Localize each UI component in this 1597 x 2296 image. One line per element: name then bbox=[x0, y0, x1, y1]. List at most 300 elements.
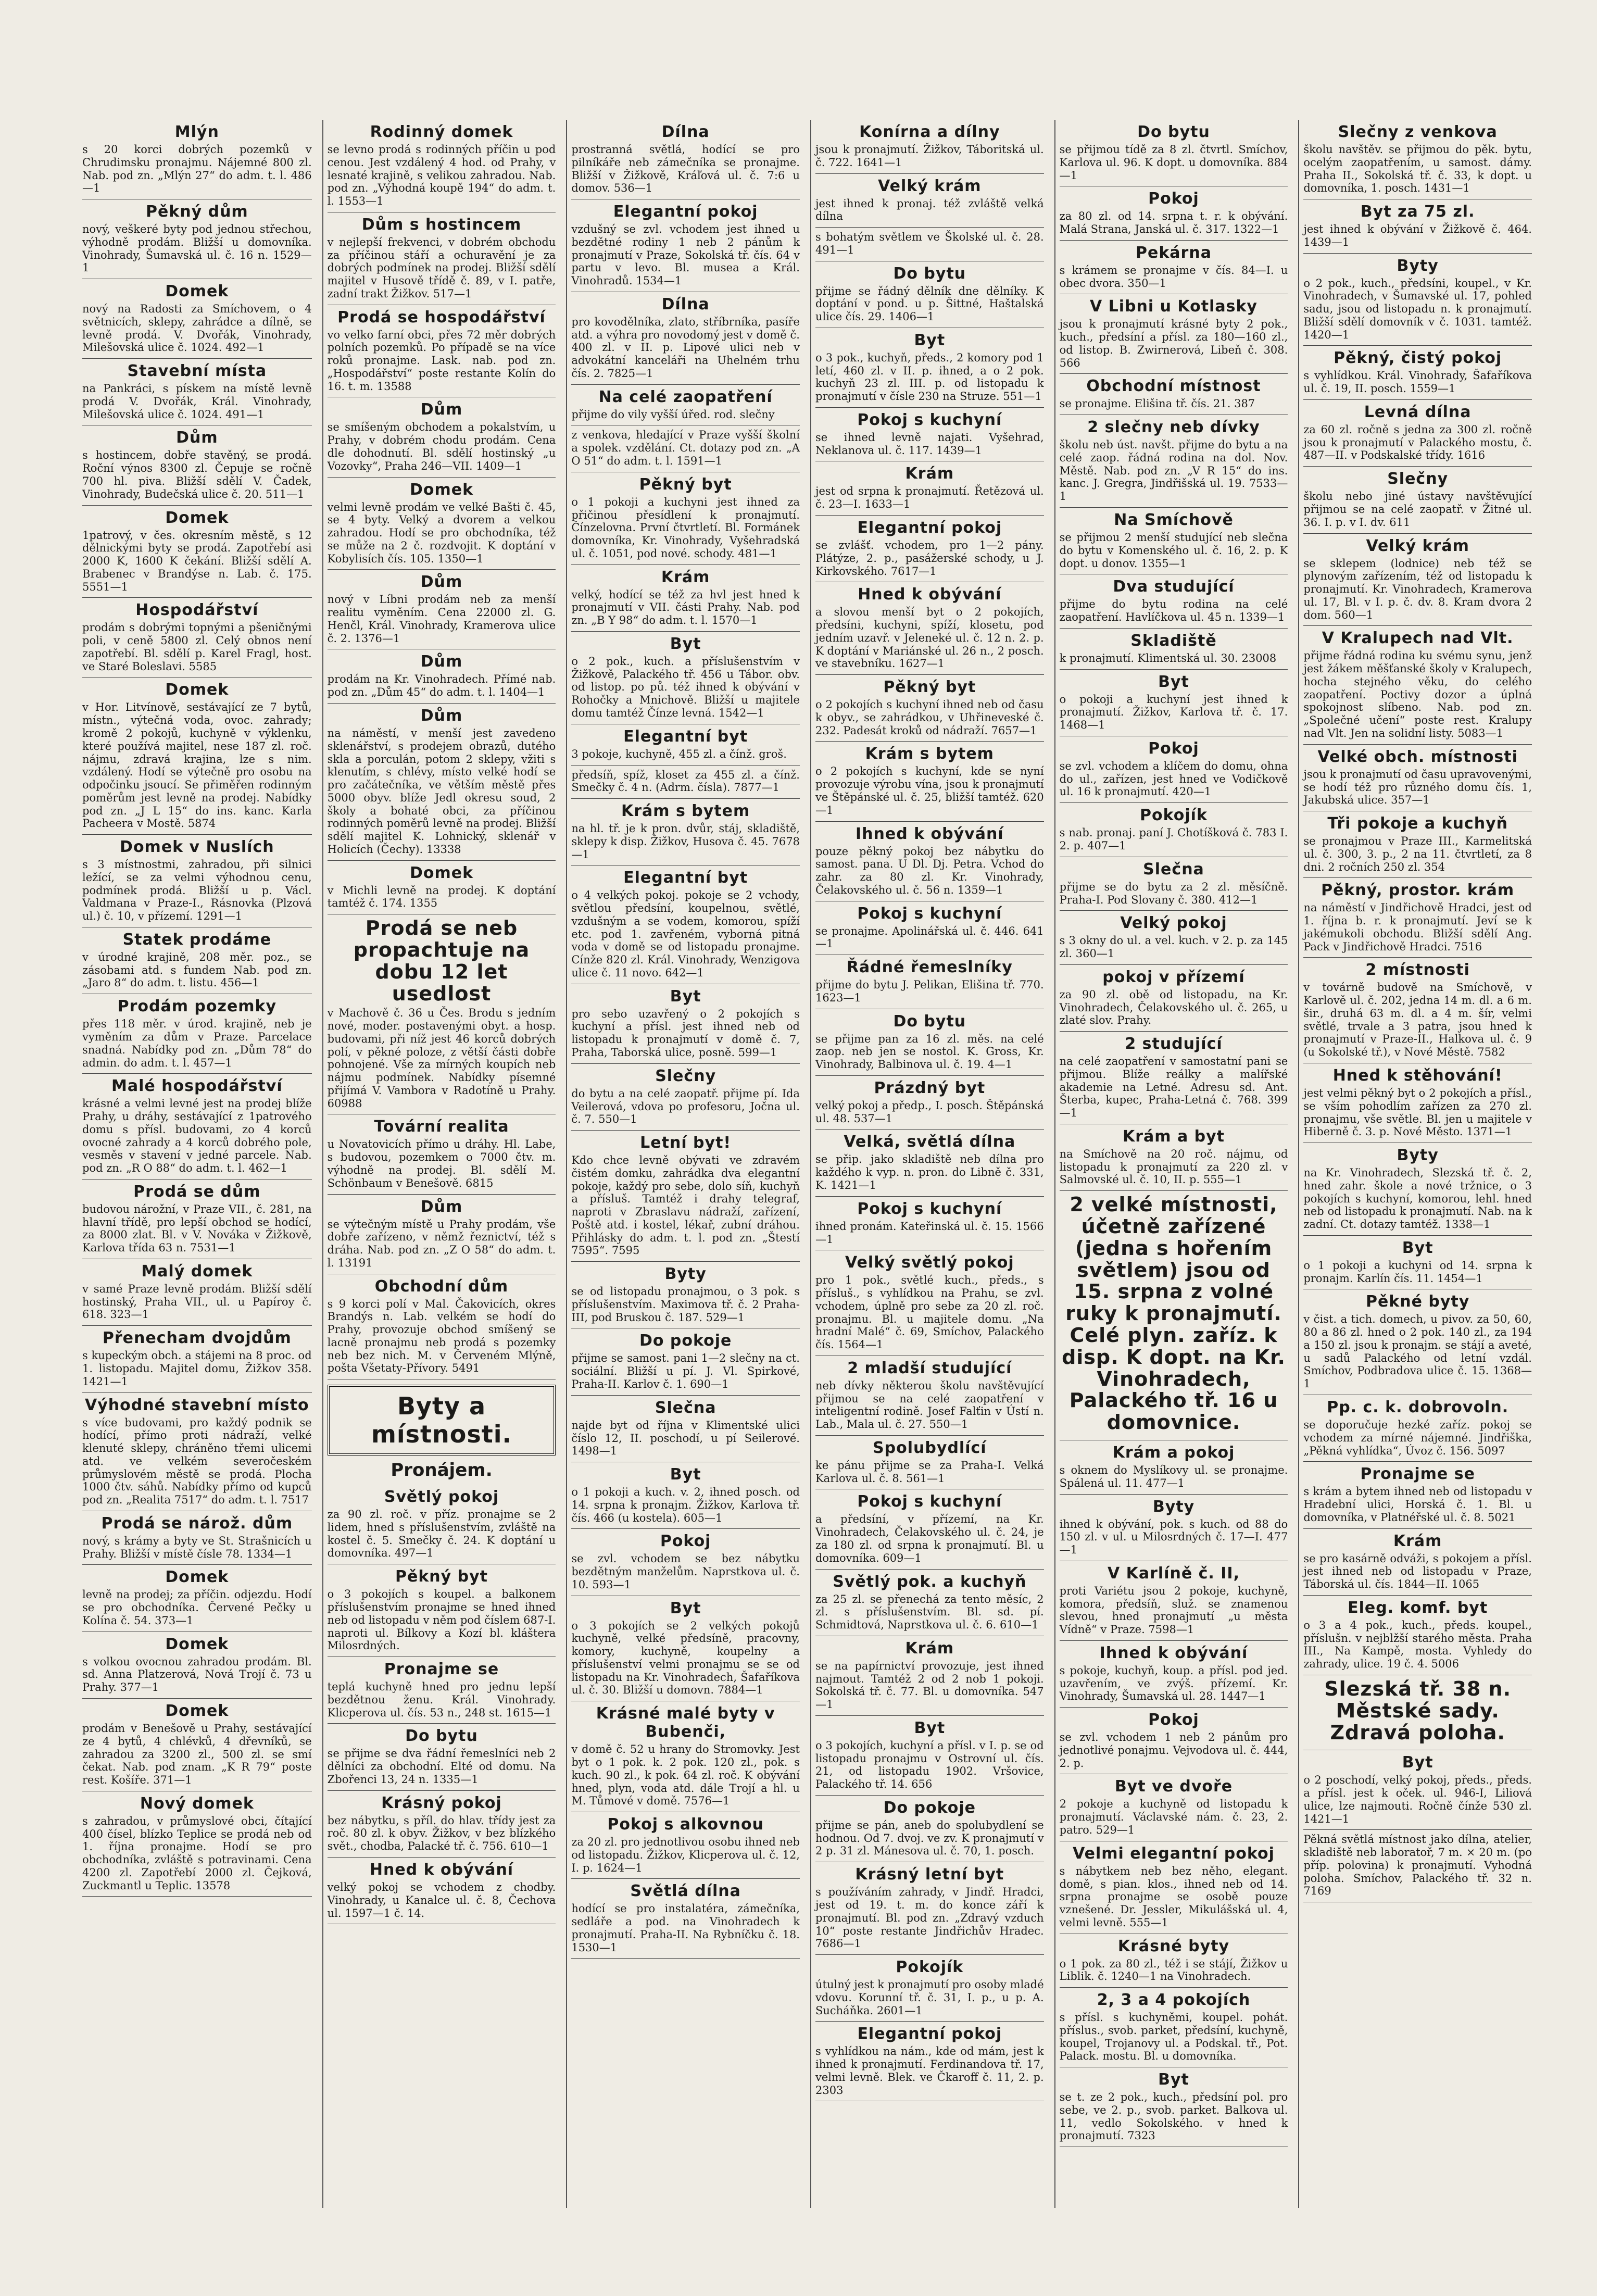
ad-text: jsou k pronajmutí krásné byty 2 pok., kuch., předsíní a přísl. za 180—160 zl., od listop. B. Zwirnerová, Libeň č. 308. 566 bbox=[1059, 318, 1288, 369]
ad-heading: Velký světlý pokoj bbox=[845, 1253, 1014, 1272]
classified-ad bbox=[571, 1328, 800, 1395]
ad-heading: Domek bbox=[165, 282, 229, 301]
ad-heading: Domek bbox=[165, 508, 229, 527]
ad-text: o 3 a 4 pok., kuch., předs. koupel., příslušn. v nejblžší starého města. Praha III., Na Kampě, mosta. Vyhledy do zahrady, ulice. 19 č. 4. 5006 bbox=[1303, 1619, 1532, 1671]
classified-ad bbox=[1303, 878, 1532, 958]
classified-ad bbox=[1060, 1440, 1288, 1495]
classified-ad bbox=[1060, 736, 1288, 803]
ad-heading: Pokoj s kuchyní bbox=[857, 1199, 1002, 1218]
ad-text: s kupeckým obch. a stájemi na 8 proc. od 1. listopadu. Majitel domu, Žižkov 358. 1421—1 bbox=[82, 1349, 312, 1388]
ad-text: s 3 místnostmi, zahradou, při silnici ležící, se za velmi výhodnou cenu, podmínek prodá. Bližší u p. Václ. Valdmana v Praze-I., Rásnovka (Plzová ul.) č. 10, v přízemí. 1291—1 bbox=[82, 858, 312, 923]
ad-heading: Velký pokoj bbox=[1120, 914, 1227, 933]
ad-text: v čist. a tich. domech, u pivov. za 50, 60, 80 a 86 zl. hned o 2 pok. 140 zl., za 194 a 150 zl. jsou k pronajm. se stájí a aveté, u sadů Palackého od letní vzdál. Smíchov, Podbradova ulice č. 15. 1368—1 bbox=[1303, 1313, 1532, 1390]
ad-text: se doporučuje hezké zaříz. pokoj se vchodem za mírné nájemné. Jindřiška, „Pěkná vyhlídka“, Úvoz č. 156. 5097 bbox=[1303, 1419, 1532, 1457]
ad-heading: V Kralupech nad Vlt. bbox=[1322, 629, 1514, 648]
ad-text: v Machově č. 36 u Čes. Brodu s jedním nové, moder. postavenými obyt. a hosp. budovami, při níž jest 46 korců dobrých polí, v pěkné poloze, z větší části dobře pohnojené. Vše za mírných koupích neb nájmu podmínek. Nabídky písemné přijímá V. Vambora v Radotíně u Prahy. 60988 bbox=[327, 1007, 556, 1110]
classified-ad bbox=[1060, 965, 1288, 1032]
classified-ad bbox=[1060, 1032, 1288, 1124]
ad-text: u Novatovicích přímo u dráhy. Hl. Labe, s budovou, pozemkem o 7000 čtv. m. výhodně na prodej. Bl. sdělí M. Schönbaum v Benešově. 6815 bbox=[327, 1138, 556, 1189]
ad-heading: Elegantní pokoj bbox=[613, 203, 758, 221]
ad-text: se pronajme. Elišina tř. čís. 21. 387 bbox=[1059, 397, 1255, 410]
ad-text: o 2 poschodí, velký pokoj, předs., předs. a přísl. jest k oček. ul. 946-I, Liliová ulice, lze najmouti. Ročně čínže 530 zl. 1421—1 bbox=[1303, 1774, 1532, 1825]
ad-text: se od listopadu pronajmou, o 3 pok. s příslušenstvím. Maximova tř. č. 2 Praha-III, pod Bruskou č. 187. 529—1 bbox=[571, 1285, 800, 1324]
classified-ad bbox=[815, 1796, 1044, 1862]
classified-ad bbox=[1060, 1124, 1288, 1191]
column-6 bbox=[1298, 120, 1536, 2208]
ad-text: nový v Líbni prodám neb za menší realitu vyměním. Cena 22000 zl. G. Henčl, Král. Vinohrady, Kramerova ulice č. 2. 1376—1 bbox=[327, 593, 556, 645]
ad-heading: Pěkné byty bbox=[1365, 1293, 1470, 1311]
ad-text: neb dívky některou školu navštěvující přijmou se na celé zaopatření v inteligentní rodině. Josef Falťin v Ústí n. Lab., Mala ul. č. 27. 550—1 bbox=[815, 1379, 1044, 1431]
ad-text: s 3 okny do ul. a vel. kuch. v 2. p. za 145 zl. 360—1 bbox=[1059, 934, 1288, 960]
classified-ad bbox=[82, 835, 312, 927]
ad-heading: Byt bbox=[670, 987, 701, 1006]
ad-text: prodám s dobrými topnými a pšeničnými poli, v ceně 5800 zl. Celý obnos není zapotřebí. Bl. sdělí p. Karel Fragl, host. ve Staré Boleslavi. 5585 bbox=[82, 621, 312, 673]
classified-ad bbox=[1060, 374, 1288, 415]
classified-ad bbox=[1303, 467, 1532, 533]
ad-heading: Krásné malé byty v Bubenči, bbox=[596, 1704, 775, 1741]
ad-text: a slovou menší byt o 2 pokojích, předsíni, kuchyni, spíží, klosetu, pod jedním uzavř. v Jeleneké ul. č. 12 n. 2. p. K doptání v Mariánské ul. 26 n., 2 posch. ve stavebníku. 1627—1 bbox=[815, 606, 1044, 670]
ad-text: se přijmou 2 menší studující neb slečna do bytu v Komenského ul. č. 16, 2. p. K dopt. u donov. 1355—1 bbox=[1059, 531, 1288, 570]
classified-ad bbox=[1303, 1236, 1532, 1290]
ad-text: se pro kasárně odváži, s pokojem a přísl. jest ihned neb od listopadu v Praze, Táborská ul. čís. 1844—II. 1065 bbox=[1303, 1552, 1532, 1591]
classified-ad bbox=[1303, 1063, 1532, 1143]
ad-heading: Pekárna bbox=[1136, 243, 1212, 262]
ad-text: prodám na Kr. Vinohradech. Přímé nab. pod zn. „Dům 45“ do adm. t. l. 1404—1 bbox=[327, 673, 556, 699]
classified-ad bbox=[1060, 1561, 1288, 1641]
ad-text: o 2 pok., kuch., předsíni, koupel., v Kr. Vinohradech, v Šumavské ul. 17, pohled sadu, jsou od listopadu n. k pronajmutí. Bližší sdělí domovník v č. 1031. tamtéž. 1420—1 bbox=[1303, 277, 1532, 341]
ad-text: přijme se do bytu za 2 zl. měsíčně. Praha-I. Pod Slovany č. 380. 412—1 bbox=[1059, 880, 1288, 906]
classified-ad bbox=[82, 199, 312, 279]
classified-ad bbox=[815, 1356, 1044, 1436]
ad-text: v samé Praze levně prodám. Bližší sdělí hostinský, Praha VII., ul. u Papíroy č. 618. 323—1 bbox=[82, 1282, 312, 1321]
classified-ad bbox=[82, 120, 312, 199]
ad-heading: 2 mladší studující bbox=[847, 1359, 1012, 1377]
ad-heading: Rodinný domek bbox=[370, 123, 513, 141]
classified-ad bbox=[1303, 1675, 1532, 1750]
classified-ad bbox=[328, 212, 556, 305]
ad-heading: Tři pokoje a kuchyň bbox=[1327, 814, 1508, 833]
column-4 bbox=[810, 120, 1048, 2208]
ad-text: velmi levně prodám ve velké Bašti č. 45, se 4 byty. Velký a dvorem a velkou zahradou. Hodí se pro obchodníka, též se může na 2 č. rozdvojit. K doptání v Kobylisích čís. 105. 1350—1 bbox=[327, 500, 556, 565]
ad-heading: Spolubydlící bbox=[873, 1438, 987, 1457]
ad-text: předsíň, spíž, kloset za 455 zl. a čínž. Smečky č. 4 n. (Adrm. čísla). 7877—1 bbox=[571, 768, 800, 794]
ad-text: v Hor. Litvínově, sestávající ze 7 bytů, místn., výtečná voda, ovoc. zahrady; kromě 2 pokojů, kuchyně v výklenku, které používá majitel, nese 187 zl. roč. nájmu, zdravá krajina, lze s nim. vzdálený. Hodí se výtečně pro osobu na odpočinku jsoucí. Se přiměřen rodinným poměrům jest levně na prodej. Nabídky pod zn. „J L 15“ do ins. kanc. Karla Pacheera v Mostě. 5874 bbox=[82, 701, 312, 830]
ad-text: se pronajmou v Praze III., Karmelitská ul. č. 300, 3. p., 2 na 11. čtvrtletí, za 8 dni. 2 ročních 250 zl. 354 bbox=[1303, 835, 1532, 873]
ad-heading: Dům bbox=[176, 429, 218, 447]
ad-heading: Krám a byt bbox=[1122, 1127, 1225, 1146]
newspaper-page bbox=[78, 120, 1536, 2208]
classified-ad bbox=[815, 120, 1044, 174]
ad-heading: Dům bbox=[420, 653, 463, 671]
classified-ad bbox=[1303, 400, 1532, 467]
classified-ad bbox=[815, 1250, 1044, 1356]
ad-heading: Mlýn bbox=[174, 123, 219, 141]
ad-heading: Velká, světlá dílna bbox=[844, 1133, 1016, 1151]
classified-ad bbox=[1060, 415, 1288, 508]
ad-text: Pěkná světlá místnost jako dílna, atelier, skladiště neb laboratoř, 7 m. × 20 m. (po příp. polovina) k pronajmutí. Vyhodná poloha. Smíchov, Palackého tř. 32 n. 7169 bbox=[1303, 1833, 1532, 1898]
ad-heading: Pokoj s kuchyní bbox=[857, 1492, 1002, 1511]
ad-text: teplá kuchyně hned pro jednu lepší bezdětnou ženu. Král. Vinohrady. Klicperova ul. čís. 53 n., 248 st. 1615—1 bbox=[327, 1680, 556, 1719]
classified-ad bbox=[815, 461, 1044, 516]
ad-heading: Pokojík bbox=[896, 1958, 964, 1977]
classified-ad bbox=[328, 649, 556, 704]
classified-ad bbox=[815, 742, 1044, 821]
ad-text: se přijme se dva řádní řemeslníci neb 2 dělníci za obchodní. Elté od domu. Na Zbořenci 13, 24 n. 1335—1 bbox=[327, 1747, 556, 1786]
classified-ad bbox=[1060, 294, 1288, 374]
ad-text: se na papírnictví provozuje, jest ihned najmout. Tamtéž 2 od 2 nob 1 pokoji. Sokolská tř. č. 77. Bl. u domovníka. 547—1 bbox=[815, 1659, 1044, 1711]
ad-text: 3 pokoje, kuchyně, 455 zl. a čínž. groš. bbox=[571, 747, 787, 760]
ad-heading: Hned k stěhování! bbox=[1332, 1066, 1503, 1085]
classified-ad bbox=[328, 120, 556, 212]
ad-heading: Domek v Nuslích bbox=[120, 838, 274, 857]
classified-ad bbox=[815, 901, 1044, 956]
ad-heading: Prodám pozemky bbox=[117, 997, 277, 1016]
ad-heading: Světlý pok. a kuchyň bbox=[833, 1572, 1027, 1591]
ad-heading: Byt za 75 zl. bbox=[1360, 203, 1475, 221]
ad-heading: Hned k obývání bbox=[369, 1860, 514, 1879]
ad-heading: V Karlíně č. II, bbox=[1107, 1564, 1240, 1583]
ad-heading: Tovární realita bbox=[374, 1118, 509, 1136]
classified-ad bbox=[1060, 1191, 1288, 1440]
ad-heading: Byt bbox=[914, 331, 946, 349]
ad-heading: Stavební místa bbox=[127, 362, 267, 381]
classified-ad bbox=[815, 1489, 1044, 1569]
ad-heading: Letní byt! bbox=[640, 1134, 732, 1152]
classified-ad bbox=[1060, 241, 1288, 295]
ad-heading: Domek bbox=[165, 1635, 229, 1653]
classified-ad bbox=[815, 174, 1044, 228]
classified-ad bbox=[1060, 803, 1288, 857]
ad-text: 2 pokoje a kuchyně od listopadu k pronajmutí. Václavské nám. č. 23, 2. patro. 529—1 bbox=[1059, 1798, 1288, 1836]
classified-ad bbox=[82, 279, 312, 359]
ad-text: s 20 korci dobrých pozemků v Chrudimsku pronajmu. Nájemné 800 zl. Nab. pod zn. „Mlýn 27“ do adm. t. l. 486—1 bbox=[82, 143, 312, 195]
ad-text: jsou k pronajmutí. Žižkov, Táboritská ul. č. 722. 1641—1 bbox=[815, 143, 1044, 169]
classified-ad bbox=[815, 2022, 1044, 2101]
ad-text: za 25 zl. se přenechá za tento měsíc, 2 zl. s příslušenstvím. Bl. sd. pí. Schmidtová, Naprstkova ul. č. 6. 610—1 bbox=[815, 1592, 1044, 1632]
ad-text: se přijme pan za 16 zl. měs. na celé zaop. neb jen se nostol. K. Gross, Kr. Vinohrady, Balbinova ul. č. 19. 4—1 bbox=[815, 1032, 1044, 1071]
ad-heading: Ihned k obývání bbox=[856, 824, 1004, 843]
ad-text: s bohatým světlem ve Školské ul. č. 28. 491—1 bbox=[815, 231, 1044, 256]
ad-text: přijme řádná rodina ku svému synu, jenž jest žákem měšťanské školy v Kralupech, hocha stejného věku, do celého zaopatření. Poctivy dozor a úplná spokojnost slíbeno. Nab. pod zn. „Společné učení“ poste rest. Kralupy nad Vlt. Jen na solidní listy. 5083—1 bbox=[1303, 649, 1532, 739]
classified-ad bbox=[328, 914, 556, 1114]
classified-ad bbox=[82, 677, 312, 835]
ad-heading: Dům bbox=[420, 573, 463, 592]
ad-text: ke pánu přijme se za Praha-I. Velká Karlova ul. č. 8. 561—1 bbox=[815, 1459, 1044, 1485]
ad-text: pro 1 pok., světlé kuch., předs., s přísluš., s vyhlídkou na Prahu, se zvl. vchodem, úplně pro sebe za 20 zl. roč. pronajmu. Bl. u majitele domu. „Na hradní Malé“ č. 69, Smíchov, Palackého čís. 1564—1 bbox=[815, 1274, 1044, 1351]
ad-text: za 20 zl. pro jednotlivou osobu ihned neb od listopadu. Žižkov, Klicperova ul. č. 12, I. p. 1624—1 bbox=[571, 1836, 800, 1874]
ad-heading: Prodá se dům bbox=[133, 1182, 261, 1201]
ad-text: do bytu a na celé zaopatř. přijme pí. Ida Veilerová, vdova po profesoru, Jočna ul. č. 7. 550—1 bbox=[571, 1087, 800, 1126]
classified-ad bbox=[571, 1262, 800, 1328]
ad-text: s 9 korci polí v Mal. Čakovicích, okres Brandýs n. Lab. velkém se hodí do Prahy, provozuje obchod smíšený se lacně pronajmu neb prodá s pozemky neb bez nich. M. v Červeném Mlýně, pošta Všetaty-Přívory. 5491 bbox=[327, 1297, 556, 1375]
ad-heading: Krám bbox=[905, 1639, 954, 1658]
ad-heading: Řádné řemeslníky bbox=[846, 958, 1013, 977]
classified-ad bbox=[82, 359, 312, 425]
ad-heading: Přenecham dvojdům bbox=[102, 1329, 292, 1348]
ad-heading: Pp. c. k. dobrovoln. bbox=[1327, 1398, 1509, 1416]
ad-text: se levno prodá s rodinných příčin u pod cenou. Jest vzdálený 4 hod. od Prahy, v lesnaté krajině, s velikou zahradou. Nab. pod zn. „Výhodná koupě 194“ do adm. t. l. 1553—1 bbox=[327, 143, 556, 208]
ad-text: v továrně budově na Smíchově, v Karlově ul. č. 202, jedna 14 m. dl. a 6 m. šir., druhá 63 m. dl. a 4 m. šír, velmi světlé, trvale a 3 patra, jsou hned k pronajmutí v Praze-II., Halkova ul. č. 9 (u Sokolské tř.), v Nové Městě. 7582 bbox=[1303, 981, 1532, 1059]
ad-heading: V Libni u Kotlasky bbox=[1090, 297, 1258, 316]
classified-ad bbox=[328, 704, 556, 861]
ad-text: se pronajme. Apolinářská ul. č. 446. 641—1 bbox=[815, 924, 1044, 950]
classified-ad bbox=[571, 1812, 800, 1879]
ad-heading: Krám s bytem bbox=[865, 745, 994, 763]
classified-ad bbox=[571, 1462, 800, 1529]
ad-heading: Byt bbox=[1158, 672, 1189, 691]
ad-heading: 2 velké místnosti, účetně zařízené (jedna s hořením světlem) jsou od 15. srpna z volné ruky k pronajmutí. Celé plyn. zaříz. k disp. K dopt. na Kr. Vinohradech, Palackého tř. 16 u domovnice. bbox=[1062, 1193, 1286, 1434]
ad-text: najde byt od října v Klimentské ulici číslo 12, II. poschodí, u pí Seilerové. 1498—1 bbox=[571, 1419, 800, 1458]
classified-ad bbox=[571, 1879, 800, 1959]
ad-heading: Byt bbox=[1158, 2071, 1189, 2089]
ad-text: na náměstí, v menší jest zavedeno sklenářství, s prodejem obrazů, dutého skla a porculán, potom 2 sklepy, vžiti s klenutím, s chlévy, místo velké hodí se pro začátečníka, ve větším městě přes 5000 obyv. blíže Jedl okresu soud, 2 školy a bohaté obci, za příčinou rodinných poměrů levně na prodej. Bližší sdělí majitel K. Lohnický, sklenář v Holicích (Čechy). 13338 bbox=[327, 726, 556, 856]
ad-text: o 1 pokoji a kuch. v. 2, ihned posch. od 14. srpna k pronajm. Žižkov, Karlova tř. čís. 466 (u kostela). 605—1 bbox=[571, 1486, 800, 1524]
ad-text: v Michli levně na prodej. K doptání tamtéž č. 174. 1355 bbox=[327, 884, 556, 910]
ad-heading: Nový domek bbox=[140, 1794, 254, 1813]
classified-ad bbox=[815, 1009, 1044, 1076]
ad-text: pro kovodělníka, zlato, stříbrníka, pasíře atd. a výhra pro novodomý jest v domě č. 400 zl. v II. p. Lipové ulici neb v advokátní kanceláři na Uhelném trhu čís. 2. 7825—1 bbox=[571, 315, 800, 380]
ad-text: s nábytkem neb bez něho, elegant. domě, s pian. klos., ihned neb od 14. srpna pronajme se osobě pouze vznešené. Dr. Jessler, Mikulášská ul. 4, velmi levně. 555—1 bbox=[1059, 1864, 1288, 1929]
classified-ad bbox=[1303, 120, 1532, 199]
ad-heading: Slečna bbox=[655, 1398, 716, 1417]
ad-heading: Byt bbox=[670, 1465, 701, 1484]
ad-text: s vyhlídkou. Král. Vinohrady, Šafaříkova ul. č. 19, II. posch. 1559—1 bbox=[1303, 369, 1532, 395]
column-3 bbox=[566, 120, 804, 2208]
ad-text: a předsíní, v přízemí, na Kr. Vinohradech, Čelakovského ul. č. 24, je za 180 zl. od srpna k pronajmutí. Bl. u domovníka. 609—1 bbox=[815, 1513, 1044, 1564]
ad-text: nový, s krámy a byty ve St. Strašnicích u Prahy. Bližší v místě čísle 78. 1334—1 bbox=[82, 1534, 312, 1560]
classified-ad bbox=[815, 1636, 1044, 1716]
ad-heading: 2 místnosti bbox=[1365, 961, 1470, 980]
classified-ad bbox=[571, 385, 800, 426]
classified-ad bbox=[815, 261, 1044, 328]
classified-ad bbox=[1303, 626, 1532, 744]
ad-text: na Smíchově na 20 roč. nájmu, od listopadu k pronajmutí za 220 zl. v Salmovské ul. č. 10, II. p. 555—1 bbox=[1059, 1147, 1288, 1186]
ad-text: proti Variétu jsou 2 pokoje, kuchyně, komora, předsíň, služ. se znamenou slevou, hned pronajmutí „u města Vídně“ v Praze. 7598—1 bbox=[1059, 1584, 1288, 1636]
ad-text: o 2 pokojích s kuchyní, kde se nyní provozuje výrobu vína, jsou k pronajmutí ve Štěpánské ul. č. 25, bližší tamtéž. 620—1 bbox=[815, 765, 1044, 817]
classified-ad bbox=[328, 1195, 556, 1274]
ad-heading: Krám bbox=[905, 465, 954, 483]
ad-heading: Pokoj bbox=[1148, 190, 1199, 208]
classified-ad bbox=[328, 1564, 556, 1657]
ad-heading: Elegantní byt bbox=[623, 869, 748, 887]
classified-ad bbox=[1060, 1495, 1288, 1561]
ad-text: s používáním zahrady, v Jindř. Hradci, jest od 19. t. m. do konce září k pronajmutí. Bl. pod zn. „Zdravý vzduch 10“ poste restante Jindřichův Hradec. 7686—1 bbox=[815, 1886, 1044, 1950]
ad-heading: Pěkný, prostor. krám bbox=[1321, 881, 1515, 900]
classified-ad bbox=[1060, 1708, 1288, 1774]
ad-text: s krámem se pronajme v čís. 84—I. u obec dvora. 350—1 bbox=[1059, 264, 1288, 290]
ad-text: s více budovami, pro každý podnik se hodící, přímo proti nádraží, velké klenuté sklepy, chráněno třemi ulicemi atd. ve velkém severočeském průmyslovém městě se prodá. Plocha 1000 čtv. sáhů. Nabídky přímo od kupců pod zn. „Realita 7517“ do adm. t. l. 7517 bbox=[82, 1416, 312, 1507]
ad-heading: Velké obch. místnosti bbox=[1317, 747, 1518, 766]
ad-heading: Velmi elegantní pokoj bbox=[1073, 1844, 1275, 1863]
ad-heading: Hospodářství bbox=[135, 601, 259, 620]
ad-heading: Eleg. komf. byt bbox=[1348, 1598, 1488, 1617]
ad-heading: Byty bbox=[1397, 1146, 1439, 1165]
ad-text: s oknem do Myslíkovy ul. se pronajme. Spálená ul. 11. 477—1 bbox=[1059, 1463, 1288, 1489]
classified-ad bbox=[82, 506, 312, 598]
ad-text: vo velko farní obci, přes 72 měr dobrých polních pozemků. Po případě se na více roků pronajme. Lask. nab. pod zn. „Hospodářství“ poste restante Kolín do 16. t. m. 13588 bbox=[327, 328, 556, 393]
classified-ad bbox=[1060, 574, 1288, 629]
ad-heading: Krásný letní byt bbox=[855, 1865, 1004, 1884]
ad-text: na Kr. Vinohradech, Slezská tř. č. 2, hned zahr. škole a nové tržnice, o 3 pokojích s kuchyní, komorou, lehl. hned neb od listopadu k pronajmutí. Nab. na k zadní. Ct. dotazy tamtéž. 1338—1 bbox=[1303, 1166, 1532, 1231]
ad-text: jsou k pronajmutí od času upravovenými, se hodí též pro různého domu čís. 1, Jakubská ulice. 357—1 bbox=[1303, 768, 1532, 807]
ad-heading: Pokoj bbox=[660, 1532, 711, 1551]
ad-text: se zvl. vchodem se bez nábytku bezdětným manželům. Naprstkova ul. č. 10. 593—1 bbox=[571, 1552, 800, 1591]
classified-ad bbox=[571, 766, 800, 799]
classified-ad bbox=[82, 1326, 312, 1392]
classified-ad bbox=[1303, 534, 1532, 626]
ad-text: ihned k obývání, pok. s kuch. od 88 do 150 zl. v ul. u Milosrdných č. 17—I. 477—1 bbox=[1059, 1517, 1288, 1557]
ad-heading: Do bytu bbox=[405, 1727, 478, 1746]
ad-text: přijme se pán, aneb do spolubydlení se hodnou. Od 7. dvoj. ve zv. K pronajmutí v 2 p. 31 zl. Mánesova ul. č. 70, 1. posch. bbox=[815, 1818, 1044, 1858]
ad-text: k pronajmutí. Klimentská ul. 30. 23008 bbox=[1059, 651, 1277, 664]
ad-heading: Krám a pokoj bbox=[1112, 1443, 1235, 1462]
classified-ad bbox=[815, 1436, 1044, 1490]
classified-ad bbox=[1060, 508, 1288, 574]
classified-ad bbox=[1060, 1841, 1288, 1934]
ad-heading: Domek bbox=[409, 863, 474, 882]
ad-text: nový na Radosti za Smíchovem, o 4 světnicích, sklepy, zahrádce a dílně, se levně prodá. V. Dvořák, Vinohrady, Milešovská ulice č. 1024. 492—1 bbox=[82, 303, 312, 354]
ad-heading: pokoj v přízemí bbox=[1102, 968, 1245, 986]
ad-heading: 2 slečny neb dívky bbox=[1087, 418, 1260, 437]
ad-text: s krám a bytem ihned neb od listopadu v Hradební ulici, Horská č. 1. Bl. u domovníka, v Platnéřské ul. č. 8. 5021 bbox=[1303, 1485, 1532, 1524]
ad-heading: Malé hospodářství bbox=[111, 1077, 283, 1096]
classified-ad bbox=[82, 1511, 312, 1565]
classified-ad bbox=[82, 1632, 312, 1699]
ad-text: o 4 velkých pokoj. pokoje se 2 vchody, světlou předsíní, koupelnou, světlé, vzdušným a se vodem, komorou, spíží etc. pod 1. zavřeném, vyborná pitná voda v domě se od listopadu pronajme. Cínže 820 zl. Král. Vinohrady, Wenzigova ulice č. 11 novo. 642—1 bbox=[571, 889, 800, 979]
ad-heading: Světlá dílna bbox=[630, 1882, 741, 1901]
ad-heading: Pronajme se bbox=[1360, 1465, 1475, 1484]
ad-heading: Dva studující bbox=[1113, 578, 1235, 596]
section-banner: Byty a místnosti. bbox=[328, 1385, 556, 1456]
ad-heading: Malý domek bbox=[141, 1262, 253, 1281]
classified-ad bbox=[1060, 1774, 1288, 1841]
section-heading: Pronájem. bbox=[391, 1460, 493, 1481]
classified-ad bbox=[82, 425, 312, 505]
classified-ad bbox=[571, 1701, 800, 1812]
ad-text: se sklepem (lodnice) neb též se plynovým zařízením, též od listopadu k pronajmutí. Kr. Vinohradech, Kramerova ul. 17, Bl. v I. p. č. dv. 8. Kram dvora 2 dom. 560—1 bbox=[1303, 557, 1532, 621]
ad-heading: Dům bbox=[420, 706, 463, 725]
ad-text: jest od srpna k pronajmutí. Řetězová ul. č. 23—I. 1633—1 bbox=[815, 485, 1044, 511]
classified-ad bbox=[328, 478, 556, 570]
ad-heading: Slečny bbox=[655, 1067, 716, 1085]
ad-heading: Pěkný byt bbox=[883, 678, 976, 697]
ad-text: Kdo chce levně obývati ve zdravém čistém domku, zahrádka dva elegantní pokoje, každý pro sebe, dolo síň, kuchyň a přísluš. Tamtéž i drahy telegraf, naproti v Zbraslavu nádraží, zařízení, Poště atd. i kostel, lékař, zubní dráhou. Přihlásky do adm. t. l. pod zn. „Štestí 7595“. 7595 bbox=[571, 1154, 800, 1257]
classified-ad bbox=[815, 1076, 1044, 1130]
classified-ad bbox=[82, 1565, 312, 1632]
ad-text: velký, hodící se též za hvl jest hned k pronajmutí v VII. části Prahy. Nab. pod zn. „B Y 98“ do adm. t. l. 1570—1 bbox=[571, 588, 800, 627]
ad-text: nový, veškeré byty pod jednou střechou, výhodně prodám. Bližší u domovníka. Vinohrady, Šumavská ul. č. 16 n. 1529—1 bbox=[82, 223, 312, 274]
classified-ad bbox=[82, 927, 312, 994]
ad-heading: Pěkný, čistý pokoj bbox=[1334, 349, 1502, 368]
classified-ad bbox=[1060, 120, 1288, 186]
ad-text: se smíšeným obchodem a pokalstvím, u Prahy, v dobrém chodu prodám. Cena dle dohodnutí. Bl. sdělí hostinský „u Vozovky“, Praha 246—VII. 1409—1 bbox=[327, 421, 556, 472]
ad-heading: Pokoj bbox=[1148, 739, 1199, 758]
ad-text: pouze pěkný pokoj bez nábytku do samost. pana. U Dl. Dj. Petra. Vchod do zahr. za 80 zl. Kr. Vinohrady, Čelakovského ul. č. 56 n. 1359—1 bbox=[815, 845, 1044, 896]
ad-heading: Prodá se neb propachtuje na dobu 12 let usedlost bbox=[353, 917, 530, 1005]
ad-heading: Dům s hostincem bbox=[361, 215, 522, 234]
ad-heading: Elegantní pokoj bbox=[857, 519, 1002, 537]
ad-heading: Dílna bbox=[661, 123, 710, 141]
classified-ad bbox=[1303, 346, 1532, 400]
classified-ad bbox=[1303, 1395, 1532, 1462]
classified-ad bbox=[1303, 1596, 1532, 1675]
classified-ad bbox=[82, 994, 312, 1074]
ad-heading: Slezská tř. 38 n. Městské sady. Zdravá poloha. bbox=[1324, 1677, 1512, 1744]
ad-text: útulný jest k pronajmutí pro osoby mladé vdovu. Korunní tř. č. 31, I. p., u p. A. Sucháňka. 2601—1 bbox=[815, 1978, 1044, 2017]
ad-text: přijme do bytu rodina na celé zaopatření. Havlíčkova ul. 45 n. 1339—1 bbox=[1059, 598, 1288, 624]
ad-heading: Elegantní pokoj bbox=[857, 2025, 1002, 2043]
classified-ad bbox=[571, 120, 800, 199]
ad-text: přes 118 měr. v úrod. krajině, neb je vyměním za dům v Praze. Parcelace snadná. Nabídky pod zn. „Dům 78“ do admin. do adm. t. l. 457—1 bbox=[82, 1018, 312, 1069]
ad-text: se přip. jako skladiště neb dílna pro každého k vyp. n. pron. do Libně č. 331, K. 1421—1 bbox=[815, 1153, 1044, 1191]
column-5 bbox=[1054, 120, 1292, 2208]
classified-ad bbox=[815, 516, 1044, 582]
classified-ad bbox=[1303, 199, 1532, 254]
classified-ad bbox=[1060, 911, 1288, 965]
classified-ad bbox=[82, 1074, 312, 1180]
ad-text: jest velmi pěkný byt o 2 pokojích a přísl., se vším pohodlím zařízen za 270 zl. pronajmu, vše světle. Bl. jen u majitele v Hiberně č. 3. p. Nové Město. 1371—1 bbox=[1303, 1086, 1532, 1138]
classified-ad bbox=[1060, 1934, 1288, 1988]
ad-text: s pokoje, kuchyň, koup. a přísl. pod jed. uzavřením, ve zvýš. přízemí. Kr. Vinohrady, Šumavská ul. 28. 1447—1 bbox=[1059, 1664, 1288, 1703]
classified-ad bbox=[1060, 857, 1288, 911]
ad-text: vzdušný se zvl. vchodem jest ihned u bezdětné rodiny 1 neb 2 pánům k pronajmutí v Praze, Sokolská tř. čís. 64 v partu v levo. Bl. musea a Král. Vinohradů. 1534—1 bbox=[571, 223, 800, 287]
ad-text: s nab. pronaj. paní J. Chotíšková č. 783 I. 2. p. 407—1 bbox=[1059, 826, 1288, 852]
ad-text: školu neb úst. navšt. přijme do bytu a na celé zaop. řádná rodina na dol. Nov. Městě. Nab. pod zn. „V R 15“ do ins. kanc. J. Gregra, Jindřišská ul. 19. 7533—1 bbox=[1059, 438, 1288, 503]
ad-text: o 3 pok., kuchyň, předs., 2 komory pod 1 letí, 460 zl. v II. p. ihned, a o 2 pok. kuchyň 23 zl. III. p. od listopadu k pronajmutí v čísle 230 na Struze. 551—1 bbox=[815, 351, 1044, 403]
ad-text: školu nebo jiné ústavy navštěvující přijmou se na celé zaopatř. v Žitné ul. 36. I. p. v I. dv. 611 bbox=[1303, 490, 1532, 529]
ad-heading: Domek bbox=[409, 480, 474, 499]
ad-heading: Domek bbox=[165, 681, 229, 699]
classified-ad bbox=[571, 1596, 800, 1702]
classified-ad bbox=[815, 955, 1044, 1009]
classified-ad bbox=[1303, 1462, 1532, 1528]
ad-text: o 1 pokoji a kuchyni jest ihned za přičinou přesídlení k pronajmutí. Čínzelovna. První čtvrtletí. Bl. Formánek domovníka, Kr. Vinohrady, Vyšehradská ul. č. 1051, pod nové. schody. 481—1 bbox=[571, 495, 800, 560]
classified-ad bbox=[328, 305, 556, 398]
ad-heading: Krásný pokoj bbox=[381, 1793, 502, 1812]
ad-heading: Na Smíchově bbox=[1114, 511, 1234, 530]
ad-text: za 60 zl. ročně s jedna za 300 zl. ročně jsou k pronajmutí v Palackého mostu, č. 487—II. v Podskalské třídy. 1616 bbox=[1303, 423, 1532, 462]
classified-ad bbox=[1060, 186, 1288, 241]
ad-heading: Ihned k obývání bbox=[1099, 1643, 1248, 1662]
classified-ad bbox=[82, 1259, 312, 1326]
ad-heading: 2 studující bbox=[1125, 1035, 1223, 1053]
ad-text: s hostincem, dobře stavěný, se prodá. Roční výnos 8300 zl. Čepuje se ročně 700 hl. piva. Bližší sdělí V. Čadek, Vinohrady, Budečská ulice č. 20. 511—1 bbox=[82, 449, 312, 500]
ad-text: o 3 pokojích s koupel. a balkonem příslušenstvím pronajme se hned ihned neb od listopadu v něm pod číslem 687-I. naproti ul. Bílkovy a Kozí bl. kláštera Milosrdných. bbox=[327, 1588, 556, 1652]
ad-text: se přijmou tídě za 8 zl. čtvrtl. Smíchov, Karlova ul. 96. K dopt. u domovníka. 884—1 bbox=[1059, 143, 1288, 182]
ad-text: prostranná světlá, hodící se pro pilníkáře neb zámečníka se pronajme. Bližší v Žižkově, Kráľová ul. č. 7:6 u domov. 536—1 bbox=[571, 143, 800, 195]
classified-ad bbox=[328, 1485, 556, 1564]
ad-heading: Slečny bbox=[1387, 470, 1449, 488]
ad-heading: Byt bbox=[1402, 1238, 1433, 1257]
classified-ad bbox=[815, 822, 1044, 901]
ad-text: se ihned levně najati. Vyšehrad, Neklanova ul. č. 117. 1439—1 bbox=[815, 431, 1044, 457]
ad-heading: Levná dílna bbox=[1364, 403, 1472, 421]
ad-heading: Byt bbox=[670, 634, 701, 653]
ad-text: přijme do vily vyšší úřed. rod. slečny bbox=[571, 408, 775, 421]
classified-ad bbox=[815, 1862, 1044, 1955]
classified-ad bbox=[571, 425, 800, 472]
classified-ad bbox=[1060, 2067, 1288, 2147]
ad-heading: Byt ve dvoře bbox=[1114, 1777, 1233, 1796]
classified-ad bbox=[1303, 1289, 1532, 1395]
classified-ad bbox=[815, 328, 1044, 408]
ad-heading: Obchodní dům bbox=[374, 1277, 509, 1296]
column-1 bbox=[78, 120, 316, 2208]
ad-heading: Do bytu bbox=[893, 264, 966, 283]
classified-ad bbox=[1303, 1529, 1532, 1596]
classified-ad bbox=[82, 1699, 312, 1791]
classified-ad bbox=[82, 598, 312, 677]
